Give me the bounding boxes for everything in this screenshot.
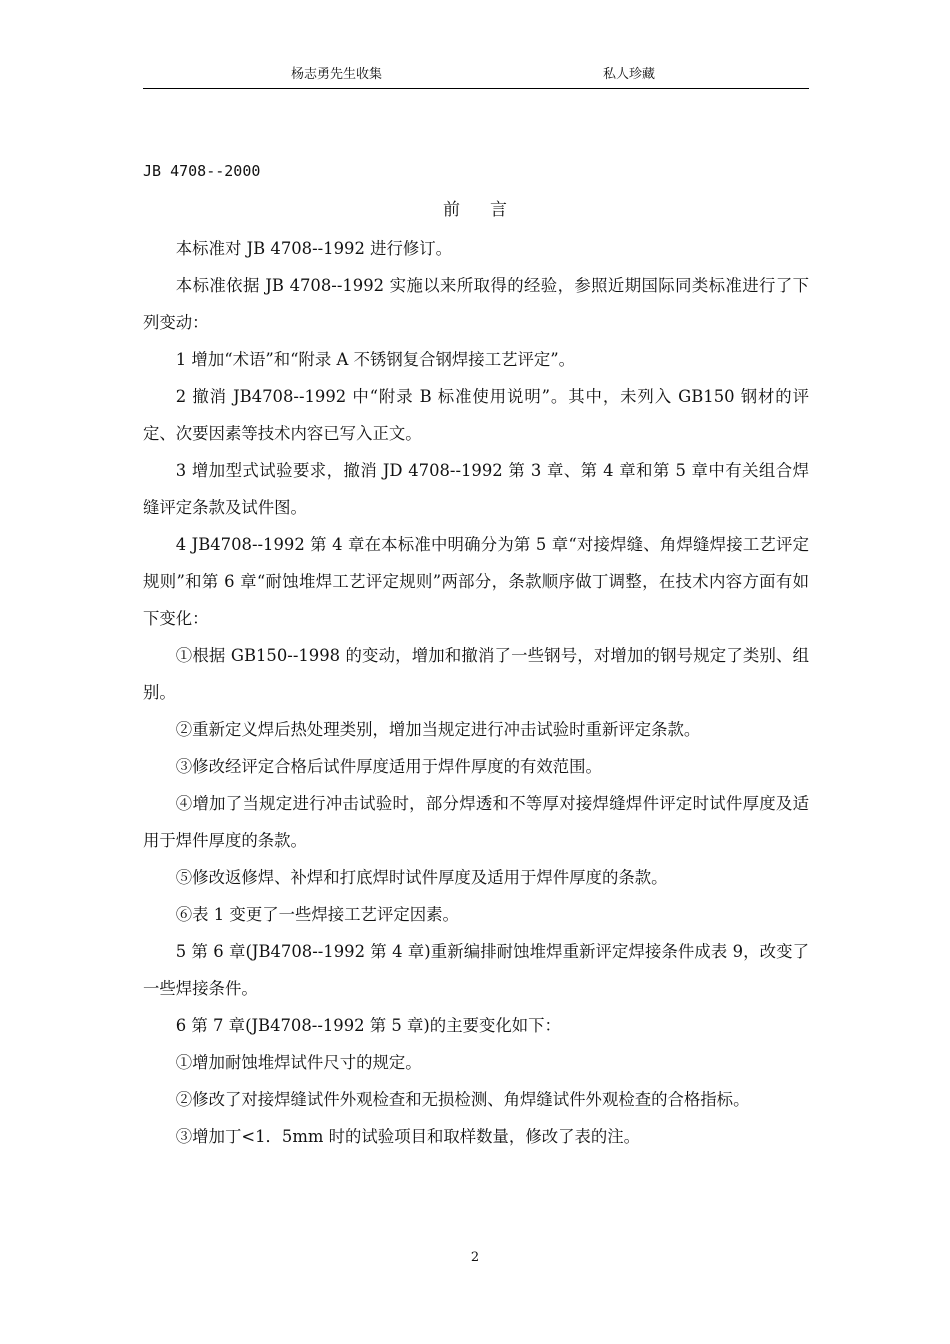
header-right-text: 私人珍藏	[603, 67, 656, 82]
header-left-text: 杨志勇先生收集	[291, 67, 383, 82]
paragraph: ②重新定义焊后热处理类别，增加当规定进行冲击试验时重新评定条款。	[175, 720, 701, 739]
document-body	[143, 230, 809, 1155]
paragraph: 5 第 6 章(JB4708--1992 第 4 章)重新编排耐蚀堆焊重新评定焊接条件成表 9，改变了一些焊接条件。	[143, 942, 809, 998]
paragraph: ④增加了当规定进行冲击试验时，部分焊透和不等厚对接焊缝焊件评定时试件厚度及适用于焊件厚度的条款。	[143, 794, 809, 850]
page-number: 2	[470, 1250, 480, 1265]
section-title: 前言	[443, 200, 537, 220]
standard-number: JB 4708--2000	[143, 162, 261, 180]
paragraph: ③修改经评定合格后试件厚度适用于焊件厚度的有效范围。	[175, 757, 602, 776]
paragraph: 2 撤消 JB4708--1992 中“附录 B 标准使用说明”。其中，未列入 GB150 钢材的评定、次要因素等技术内容已写入正文。	[143, 387, 809, 443]
paragraph: 本标准依据 JB 4708--1992 实施以来所取得的经验，参照近期国际同类标准进行了下列变动：	[143, 276, 809, 332]
paragraph: 1 增加“术语”和“附录 A 不锈钢复合钢焊接工艺评定”。	[175, 350, 576, 369]
paragraph: ①增加耐蚀堆焊试件尺寸的规定。	[175, 1053, 422, 1072]
paragraph: 本标准对 JB 4708--1992 进行修订。	[175, 239, 453, 258]
paragraph: ⑥表 1 变更了一些焊接工艺评定因素。	[175, 905, 459, 924]
paragraph: 4 JB4708--1992 第 4 章在本标准中明确分为第 5 章“对接焊缝、角焊缝焊接工艺评定规则”和第 6 章“耐蚀堆焊工艺评定规则”两部分，条款顺序做丁调整，在技术内容方面有如下变化：	[143, 535, 809, 628]
paragraph: 3 增加型式试验要求，撤消 JD 4708--1992 第 3 章、第 4 章和第 5 章中有关组合焊缝评定条款及试件图。	[143, 461, 809, 517]
page-header	[143, 66, 809, 89]
paragraph: ③增加丁<1．5mm 时的试验项目和取样数量，修改了表的注。	[175, 1127, 641, 1146]
paragraph: ⑤修改返修焊、补焊和打底焊时试件厚度及适用于焊件厚度的条款。	[175, 868, 668, 887]
paragraph: ①根据 GB150--1998 的变动，增加和撤消了一些钢号，对增加的钢号规定了类别、组别。	[143, 646, 809, 702]
paragraph: ②修改了对接焊缝试件外观检查和无损检测、角焊缝试件外观检查的合格指标。	[175, 1090, 750, 1109]
paragraph: 6 第 7 章(JB4708--1992 第 5 章)的主要变化如下：	[175, 1016, 561, 1035]
